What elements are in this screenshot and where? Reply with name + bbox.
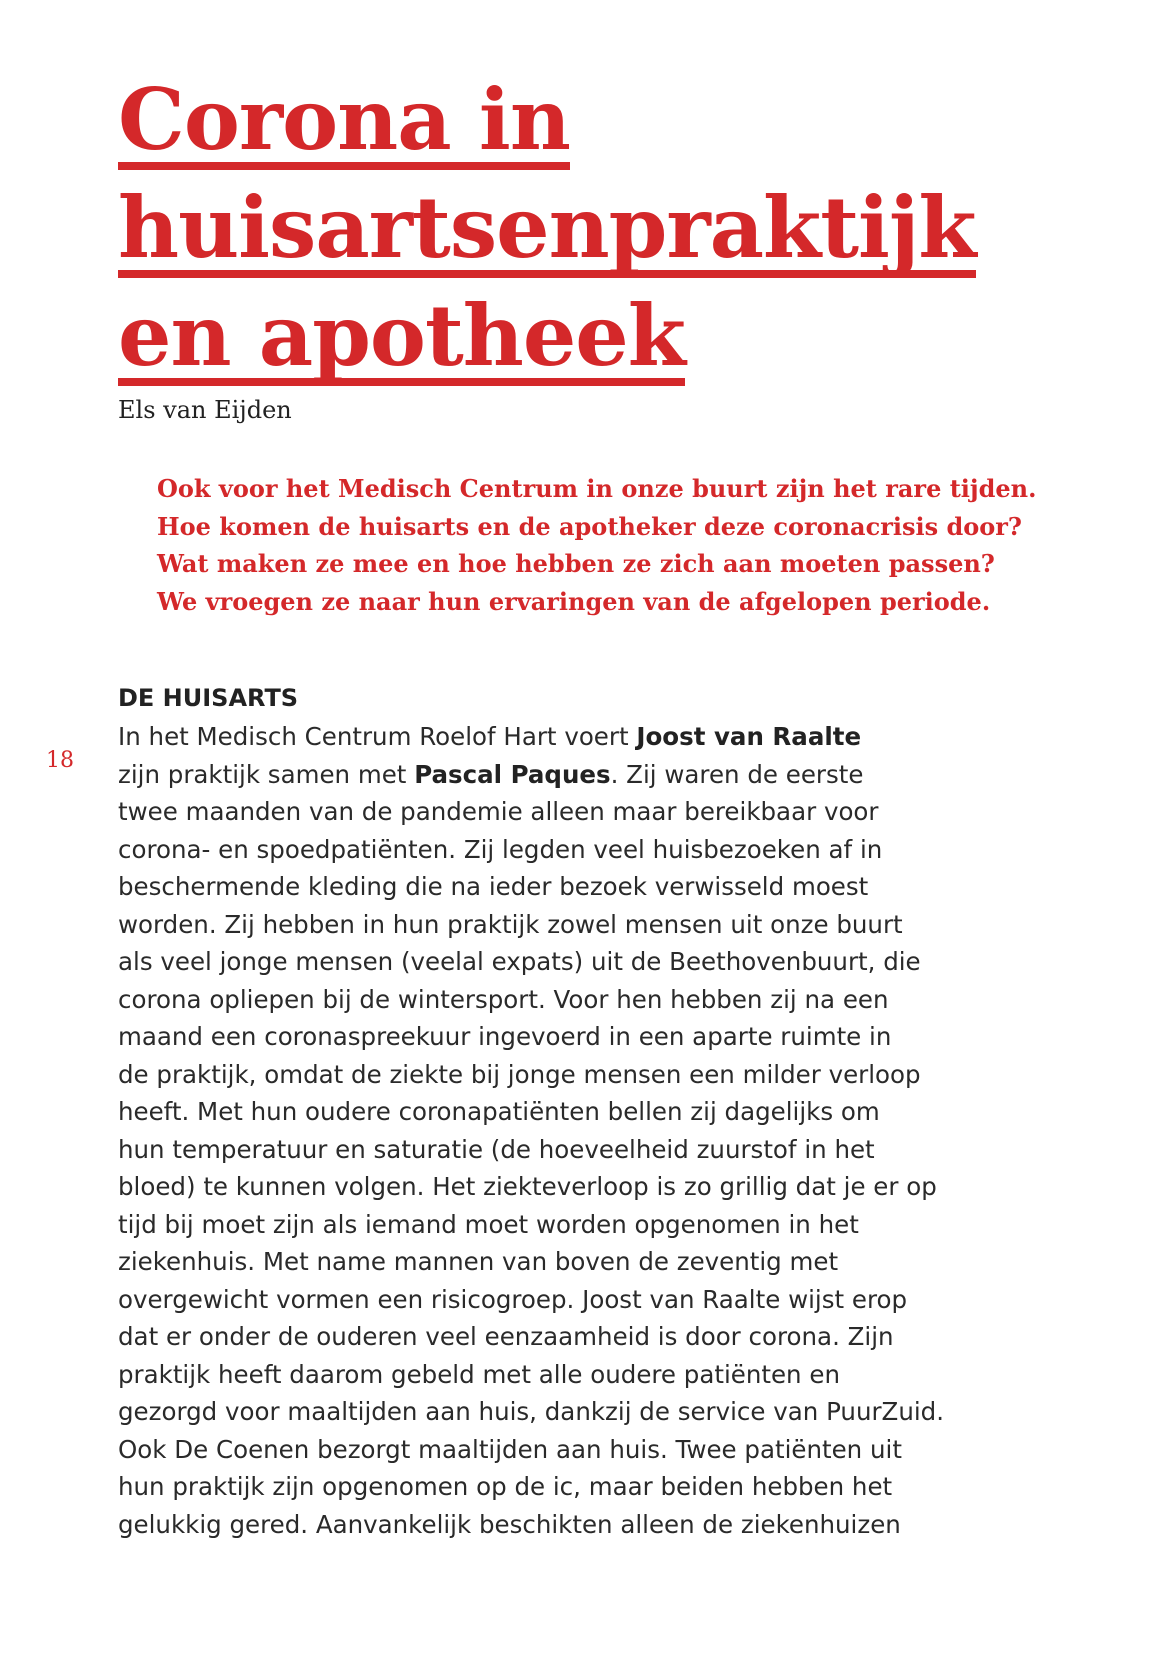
body-line: worden. Zij hebben in hun praktijk zowel mensen uit onze buurt (118, 909, 903, 939)
title-line: huisartsenpraktijk (118, 178, 976, 277)
intro-line: Wat maken ze mee en hoe hebben ze zich aan moeten passen? (157, 549, 995, 578)
body-text-run: In het Medisch Centrum Roelof Hart voert (118, 722, 637, 751)
body-line: gelukkig gered. Aanvankelijk beschikten alleen de ziekenhuizen (118, 1509, 901, 1539)
intro-line: We vroegen ze naar hun ervaringen van de afgelopen periode. (157, 586, 991, 616)
body-line (118, 756, 1018, 794)
body-line: corona opliepen bij de wintersport. Voor hen hebben zij na een (118, 984, 889, 1014)
body-line: gezorgd voor maaltijden aan huis, dankzij de service van PuurZuid. (118, 1397, 945, 1426)
person-name: Joost van Raalte (636, 722, 862, 751)
body-line: overgewicht vormen een risicogroep. Joost van Raalte wijst erop (118, 1284, 908, 1314)
person-name: Pascal Paques (414, 759, 611, 789)
body-line: dat er onder de ouderen veel eenzaamheid is door corona. Zijn (118, 1322, 894, 1351)
intro-line: Hoe komen de huisarts en de apotheker deze coronacrisis door? (157, 511, 1022, 541)
title-line: Corona in (118, 70, 570, 169)
body-line: heeft. Met hun oudere coronapatiënten bellen zij dagelijks om (118, 1097, 880, 1126)
body-text-run: zijn praktijk samen met (118, 759, 415, 789)
article-author: Els van Eijden (118, 396, 292, 424)
body-line: ziekenhuis. Met name mannen van boven de zeventig met (118, 1247, 839, 1276)
page-number: 18 (46, 748, 74, 773)
title-line: en apotheek (118, 286, 685, 385)
article-title (118, 70, 976, 394)
article-intro (157, 470, 1037, 620)
intro-line: Ook voor het Medisch Centrum in onze buurt zijn het rare tijden. (157, 474, 1037, 503)
article-body (118, 718, 1018, 1543)
body-line: corona- en spoedpatiënten. Zij legden veel huisbezoeken af in (118, 834, 883, 864)
body-line: de praktijk, omdat de ziekte bij jonge mensen een milder verloop (118, 1059, 921, 1089)
body-line: hun temperatuur en saturatie (de hoeveelheid zuurstof in het (118, 1134, 875, 1164)
body-line (118, 718, 1018, 756)
body-line: beschermende kleding die na ieder bezoek verwisseld moest (118, 872, 869, 901)
section-heading: DE HUISARTS (118, 684, 299, 712)
body-line: twee maanden van de pandemie alleen maar bereikbaar voor (118, 797, 879, 826)
body-line: tijd bij moet zijn als iemand moet worden opgenomen in het (118, 1209, 859, 1239)
body-line: praktijk heeft daarom gebeld met alle oudere patiënten en (118, 1359, 840, 1389)
body-text-run: . Zij waren de eerste (610, 759, 864, 789)
body-line: hun praktijk zijn opgenomen op de ic, maar beiden hebben het (118, 1472, 893, 1501)
body-line: bloed) te kunnen volgen. Het ziekteverloop is zo grillig dat je er op (118, 1172, 937, 1201)
body-line: als veel jonge mensen (veelal expats) uit de Beethovenbuurt, die (118, 947, 921, 976)
body-line: maand een coronaspreekuur ingevoerd in een aparte ruimte in (118, 1022, 892, 1051)
body-line: Ook De Coenen bezorgt maaltijden aan huis. Twee patiënten uit (118, 1434, 902, 1464)
